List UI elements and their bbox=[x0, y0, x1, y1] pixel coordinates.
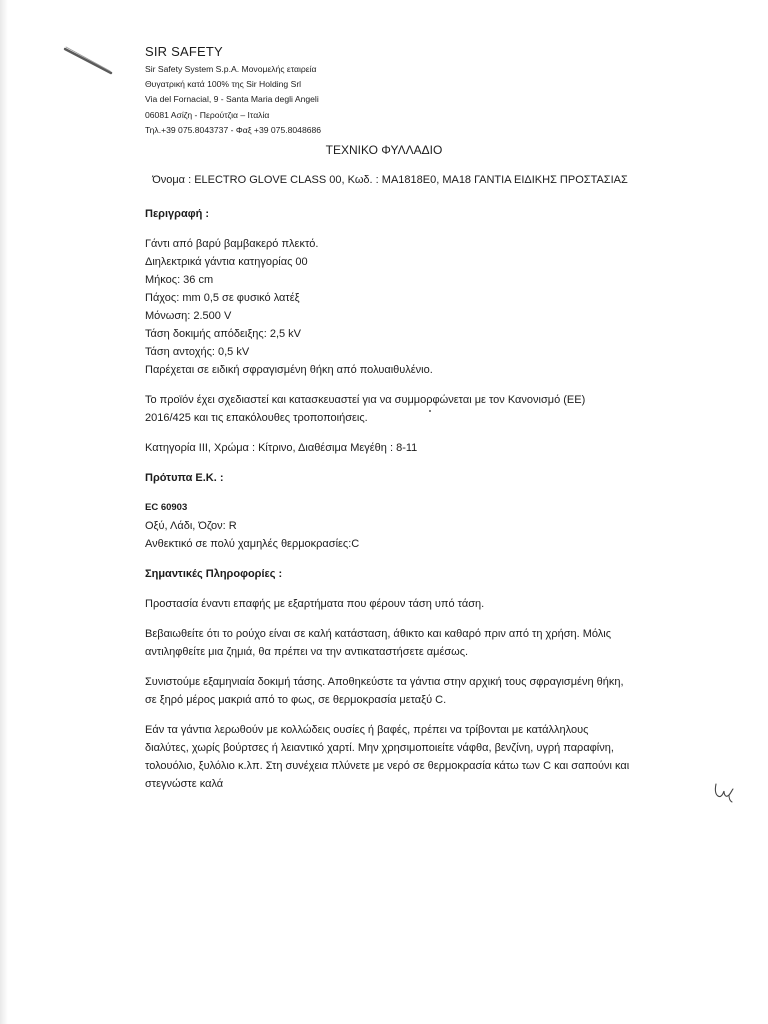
company-line: 06081 Ασίζη - Περούτζια – Ιταλία bbox=[145, 109, 270, 120]
handwritten-mark-icon bbox=[712, 782, 738, 804]
paragraph-line: Βεβαιωθείτε ότι το ρούχο είναι σε καλή κατάσταση, άθικτο και καθαρό πριν από τη χρήση. Μόλις bbox=[145, 628, 612, 640]
description-item: Μήκος: 36 cm bbox=[145, 274, 214, 286]
scan-speck bbox=[429, 410, 431, 412]
important-paragraph bbox=[145, 721, 705, 793]
company-line: Τηλ.+39 075.8043737 - Φαξ +39 075.8048686 bbox=[145, 124, 322, 135]
important-heading: Σημαντικές Πληροφορίες : bbox=[145, 568, 283, 580]
standard-line: Ανθεκτικό σε πολύ χαμηλές θερμοκρασίες:C bbox=[145, 538, 360, 550]
compliance-paragraph bbox=[145, 391, 705, 427]
paragraph-line: αντιληφθείτε μια ζημιά, θα πρέπει να την αντικαταστήσετε αμέσως. bbox=[145, 646, 469, 658]
paragraph-line: σε ξηρό μέρος μακριά από το φως, σε θερμοκρασία μεταξύ C. bbox=[145, 694, 447, 706]
paragraph-line: στεγνώστε καλά bbox=[145, 778, 224, 790]
company-line: Sir Safety System S.p.A. Μονομελής εταιρεία bbox=[145, 64, 317, 74]
company-name: SIR SAFETY bbox=[145, 44, 223, 59]
company-line: Θυγατρική κατά 100% της Sir Holding Srl bbox=[145, 79, 302, 90]
company-address bbox=[145, 62, 465, 138]
important-paragraph bbox=[145, 673, 705, 709]
product-name-line: Όνομα : ELECTRO GLOVE CLASS 00, Κωδ. : MA1818E0, MA18 ΓΑΝΤΙΑ ΕΙΔΙΚΗΣ ΠΡΟΣΤΑΣΙΑΣ bbox=[152, 174, 628, 186]
paragraph-line: Προστασία έναντι επαφής με εξαρτήματα που φέρουν τάση υπό τάση. bbox=[145, 598, 485, 610]
important-paragraph bbox=[145, 625, 705, 661]
document-body bbox=[145, 205, 705, 793]
description-item: Παρέχεται σε ειδική σφραγισμένη θήκη από πολυαιθυλένιο. bbox=[145, 364, 433, 376]
compliance-line: 2016/425 και τις επακόλουθες τροποποιήσεις. bbox=[145, 412, 368, 424]
important-paragraph bbox=[145, 595, 705, 613]
standards-heading: Πρότυπα Ε.Κ. : bbox=[145, 472, 224, 484]
category-line: Κατηγορία III, Χρώμα : Κίτρινο, Διαθέσιμα Μεγέθη : 8-11 bbox=[145, 442, 418, 454]
company-line: Via del Fornacial, 9 - Santa Maria degli Angeli bbox=[145, 94, 319, 105]
standards-list bbox=[145, 517, 705, 553]
description-item: Μόνωση: 2.500 V bbox=[145, 310, 232, 322]
compliance-line: Το προϊόν έχει σχεδιαστεί και κατασκευαστεί για να συμμορφώνεται με τον Κανονισμό (ΕΕ) bbox=[145, 394, 586, 406]
description-item: Τάση δοκιμής απόδειξης: 2,5 kV bbox=[145, 328, 302, 340]
standard-code: EC 60903 bbox=[145, 502, 188, 513]
staple-icon bbox=[62, 44, 114, 78]
description-item: Διηλεκτρικά γάντια κατηγορίας 00 bbox=[145, 256, 308, 268]
description-item: Πάχος: mm 0,5 σε φυσικό λατέξ bbox=[145, 292, 300, 304]
description-heading: Περιγραφή : bbox=[145, 208, 210, 220]
description-item: Γάντι από βαρύ βαμβακερό πλεκτό. bbox=[145, 238, 319, 250]
description-item: Τάση αντοχής: 0,5 kV bbox=[145, 346, 250, 358]
description-list bbox=[145, 235, 705, 379]
company-header bbox=[145, 44, 465, 138]
paragraph-line: τολουόλιο, ξυλόλιο κ.λπ. Στη συνέχεια πλύνετε με νερό σε θερμοκρασία κάτω των C και σαπούνι και bbox=[145, 760, 630, 772]
paragraph-line: διαλύτες, χωρίς βούρτσες ή λειαντικό χαρτί. Μην χρησιμοποιείτε νάφθα, βενζίνη, υγρή παραφίνη, bbox=[145, 742, 614, 754]
paragraph-line: Συνιστούμε εξαμηνιαία δοκιμή τάσης. Αποθηκεύστε τα γάντια στην αρχική τους σφραγισμένη θήκη, bbox=[145, 676, 624, 688]
document-title: ΤΕΧΝΙΚΟ ΦΥΛΛΑΔΙΟ bbox=[325, 143, 443, 157]
paragraph-line: Εάν τα γάντια λερωθούν με κολλώδεις ουσίες ή βαφές, πρέπει να τρίβονται με κατάλληλους bbox=[145, 724, 589, 736]
standard-line: Οξύ, Λάδι, Όζον: R bbox=[145, 520, 237, 532]
